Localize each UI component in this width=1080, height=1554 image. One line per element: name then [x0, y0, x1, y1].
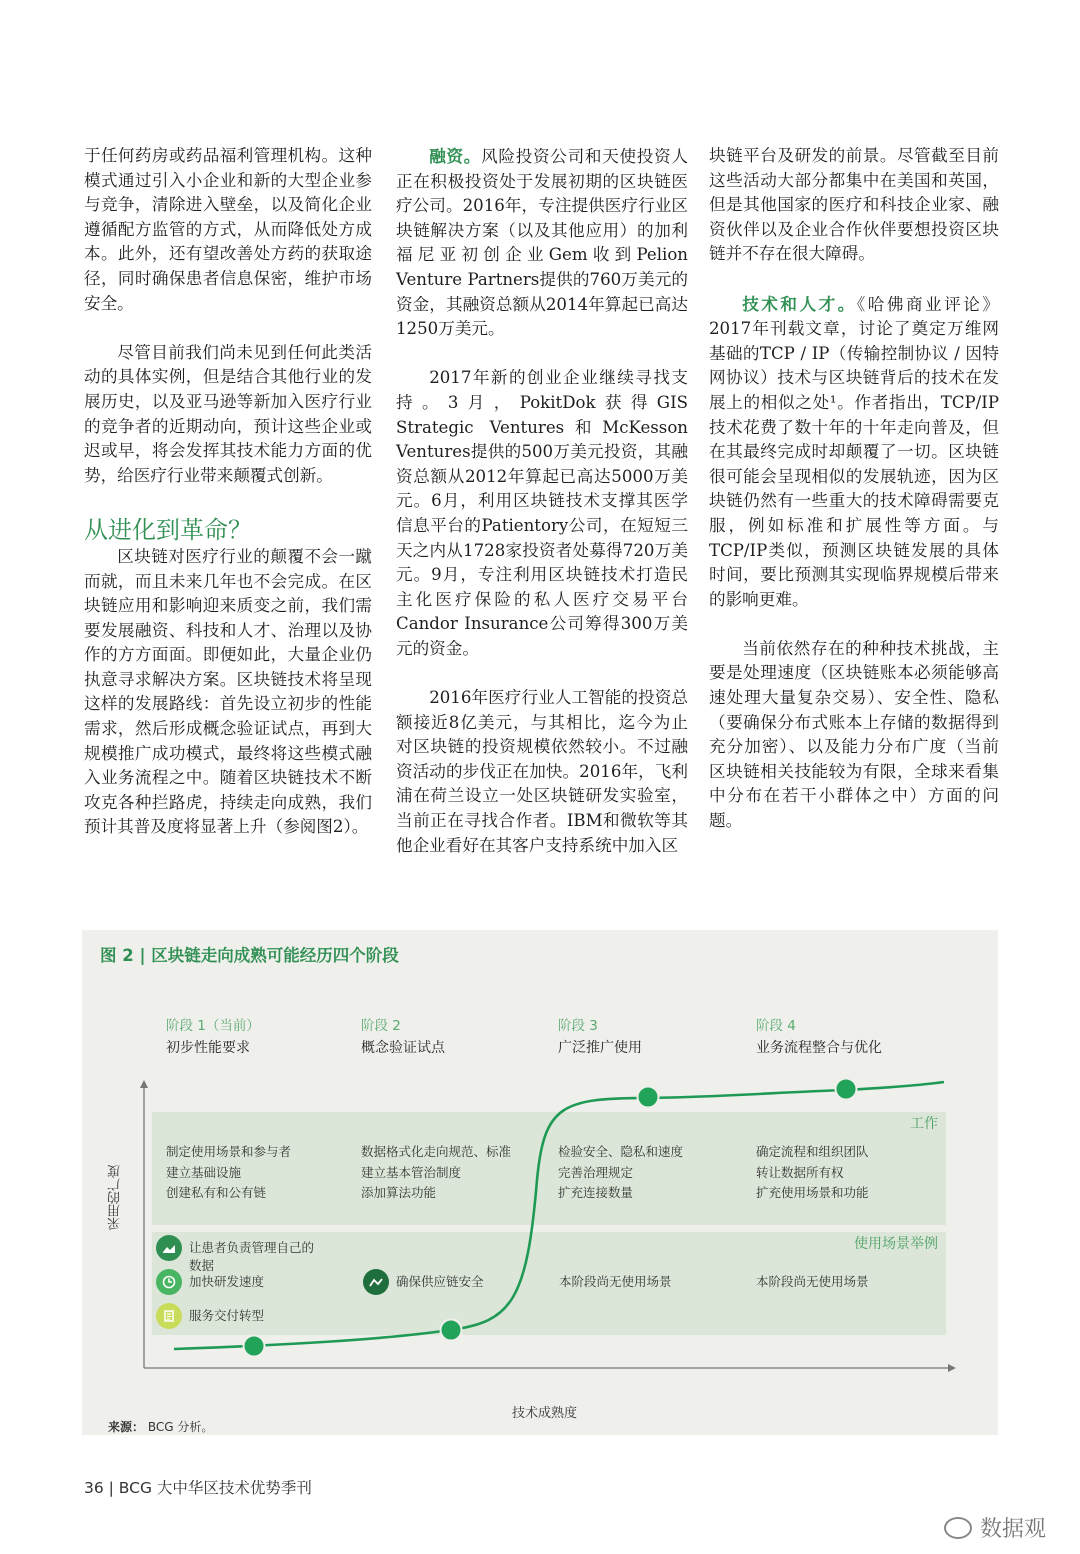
- source-lead: 来源：: [108, 1420, 145, 1434]
- wechat-icon: [944, 1517, 972, 1539]
- stage-number: 阶段 2: [361, 1018, 401, 1034]
- figure-2: [82, 930, 998, 1435]
- example-text: 让患者负责管理自己的数据: [189, 1240, 315, 1273]
- work-item: 数据格式化走向规范、标准: [361, 1144, 512, 1159]
- work-item: 转让数据所有权: [756, 1164, 844, 1180]
- adoption-curve: [174, 1082, 944, 1349]
- source-text: BCG 分析。: [147, 1420, 214, 1434]
- stage-title: 业务流程整合与优化: [756, 1040, 882, 1056]
- band-label-work: 工作: [910, 1116, 938, 1132]
- watermark-text: 数据观: [979, 1517, 1046, 1542]
- paragraph-lead: 技术和人才。: [742, 293, 857, 314]
- work-item: 确定流程和组织团队: [756, 1144, 869, 1159]
- stage-number: 阶段 4: [756, 1018, 796, 1034]
- example-text: 加快研发速度: [189, 1274, 265, 1289]
- work-item: 添加算法功能: [361, 1185, 437, 1200]
- work-item: 扩充使用场景和功能: [756, 1185, 869, 1200]
- paragraph: 2016年医疗行业人工智能的投资总额接近8亿美元，与其相比，迄今为止对区块链的投资规模依然较小。不过融资活动的步伐正在加快。2016年，飞利浦在荷兰设立一处区块链研发实验室，当前正在寻找合作者。IBM和微软等其他企业看好在其客户支持系统中加入区: [396, 688, 688, 855]
- paragraph-lead: 融资。: [429, 146, 482, 166]
- stage-1-marker: [244, 1336, 265, 1357]
- example-text: 本阶段尚无使用场景: [559, 1274, 672, 1289]
- paragraph-body: 风险投资公司和天使投资人正在积极投资处于发展初期的区块链医疗公司。2016年，专注提供医疗行业区块链解决方案（以及其他应用）的加利福尼亚初创企业Gem收到Pelion Venture Partners提供的760万美元的资金，其融资总额从2014年算起已高达1250万美元。: [396, 147, 689, 339]
- band-label-examples: 使用场景举例: [854, 1236, 938, 1252]
- paragraph: 区块链对医疗行业的颠覆不会一蹴而就，而且未来几年也不会完成。在区块链应用和影响迎来质变之前，我们需要发展融资、科技和人才、治理以及协作的方方面面。即便如此，大量企业仍执意寻求解决方案。区块链技术将呈现这样的发展路线：首先设立初步的性能需求，然后形成概念验证试点，再到大规模推广成功模式，最终将这些模式融入业务流程之中。随着区块链技术不断攻克各种拦路虎，持续走向成熟，我们预计其普及度将显著上升（参阅图2）。: [84, 546, 372, 837]
- work-item: 建立基础设施: [166, 1164, 242, 1180]
- stage-number: 阶段 1（当前）: [166, 1018, 260, 1034]
- text-column-3: [709, 144, 999, 858]
- stage-title: 广泛推广使用: [558, 1040, 642, 1056]
- stage-3-marker: [638, 1087, 659, 1108]
- paragraph: [396, 144, 688, 342]
- y-axis-label: 采用的广度: [108, 1165, 123, 1230]
- work-item: 创建私有和公有链: [166, 1185, 267, 1200]
- paragraph: 于任何药房或药品福利管理机构。这种模式通过引入小企业和新的大型企业参与竞争，清除进入壁垒，以及简化企业遵循配方监管的方式，从而降低处方成本。此外，还有望改善处方药的获取途径，同时确保患者信息保密，维护市场安全。: [84, 146, 372, 313]
- stage-title: 概念验证试点: [361, 1040, 445, 1056]
- stage-2-marker: [441, 1320, 462, 1341]
- figure-source: [108, 1418, 213, 1435]
- y-axis-arrow-icon: [140, 1080, 148, 1088]
- section-heading: 从进化到革命？: [84, 515, 252, 544]
- text-column-2: [396, 144, 688, 883]
- page-footer: 36 | BCG 大中华区技术优势季刊: [84, 1479, 312, 1497]
- paragraph-body: 《哈佛商业评论》2017年刊载文章，讨论了奠定万维网基础的TCP / IP（传输控制协议 / 因特网协议）技术与区块链背后的技术在发展上的相似之处¹。作者指出，TCP/IP技术花费了数十年的十年走向普及，但在其最终完成时却颠覆了一切。区块链很可能会呈现相似的发展轨迹，因为区块链仍然有一些重大的技术障碍需要克服，例如标准和扩展性等方面。与TCP/IP类似，预测区块链发展的具体时间，要比预测其实现临界规模后带来的影响更难。: [709, 294, 1000, 609]
- work-item: 制定使用场景和参与者: [166, 1144, 292, 1159]
- paragraph: 当前依然存在的种种技术挑战，主要是处理速度（区块链账本必须能够高速处理大量复杂交易）、安全性、隐私（要确保分布式账本上存储的数据得到充分加密）、以及能力分布广度（当前区块链相关技能较为有限，全球来看集中分布在若干小群体之中）方面的问题。: [709, 638, 999, 831]
- paragraph: 尽管目前我们尚未见到任何此类活动的具体实例，但是结合其他行业的发展历史，以及亚马逊等新加入医疗行业的竞争者的近期动向，预计这些企业或迟或早，将会发挥其技术能力方面的优势，给医疗行业带来颠覆式创新。: [84, 342, 372, 485]
- paragraph: 2017年新的创业企业继续寻找支持。3月，PokitDok获得GIS Strategic Ventures和McKesson Ventures提供的500万美元投资，其融资总额从2012年算起已高达5000万美元。6月，利用区块链技术支撑其医学信息平台的Patientory公司，在短短三天之内从1728家投资者处募得720万美元。9月，专注利用区块链技术打造民主化医疗保险的私人医疗交易平台Candor Insurance公司筹得300万美元的资金。: [396, 368, 688, 658]
- work-item: 完善治理规定: [558, 1164, 634, 1180]
- work-item: 建立基本管治制度: [361, 1164, 462, 1180]
- work-item: 扩充连接数量: [558, 1185, 634, 1200]
- paragraph: 块链平台及研发的前景。尽管截至目前这些活动大部分都集中在美国和英国，但是其他国家的医疗和科技企业家、融资伙伴以及企业合作伙伴要想投资区块链并不存在很大障碍。: [709, 146, 999, 264]
- text-column-1: [84, 144, 372, 865]
- work-item: 检验安全、隐私和速度: [558, 1144, 684, 1159]
- stage-number: 阶段 3: [558, 1018, 598, 1034]
- watermark: [944, 1512, 1046, 1543]
- figure-title: 图 2 | 区块链走向成熟可能经历四个阶段: [100, 946, 399, 965]
- x-axis-label: 技术成熟度: [512, 1406, 578, 1421]
- x-axis-arrow-icon: [948, 1364, 956, 1372]
- stage-title: 初步性能要求: [166, 1040, 250, 1056]
- example-text: 确保供应链安全: [396, 1274, 484, 1289]
- stage-4-marker: [836, 1079, 857, 1100]
- adoption-chart: [82, 930, 998, 1435]
- example-text: 本阶段尚无使用场景: [756, 1274, 869, 1289]
- example-text: 服务交付转型: [189, 1308, 265, 1323]
- paragraph: [709, 292, 999, 613]
